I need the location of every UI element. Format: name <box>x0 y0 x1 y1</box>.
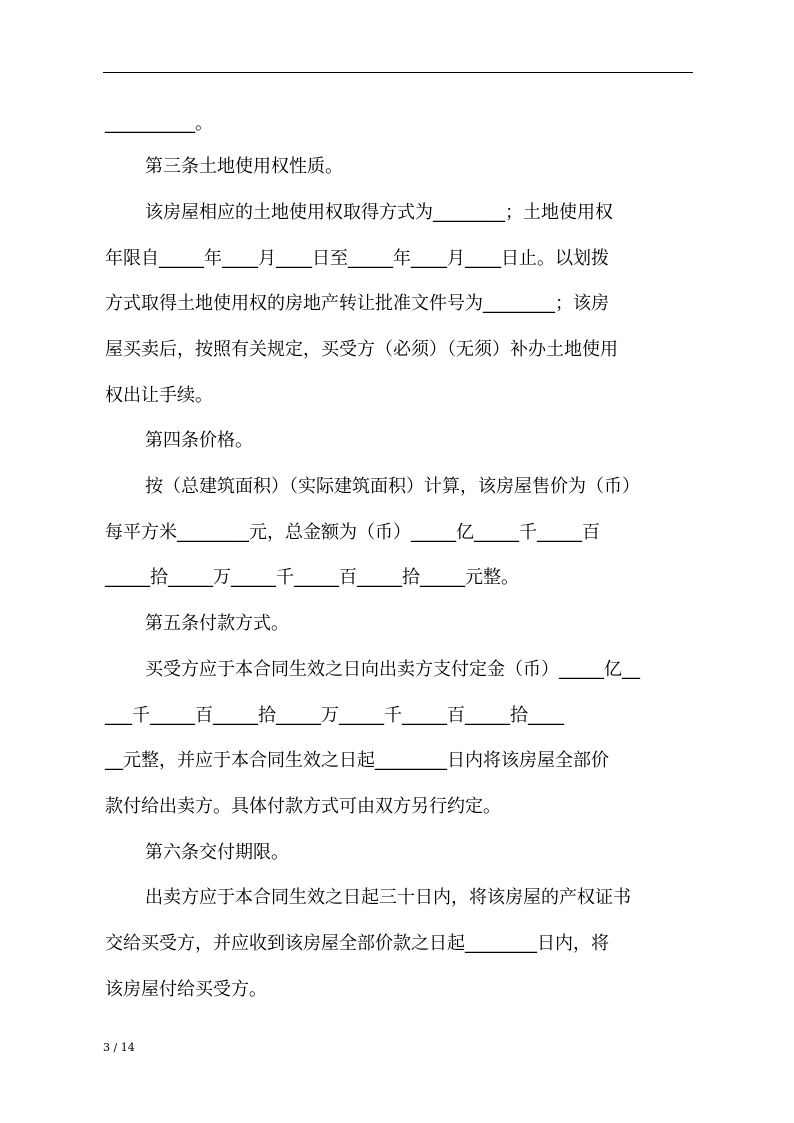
text-line: 该房屋付给买受方。 <box>105 979 267 1000</box>
text-line: ___千_____百_____拾_____万_____千_____百_____拾____ <box>105 705 564 726</box>
section-heading: 第四条价格。 <box>145 430 253 451</box>
header-rule <box>103 72 693 73</box>
text-line: 按（总建筑面积）（实际建筑面积）计算，该房屋售价为（币） <box>145 476 640 497</box>
page-number: 3 / 14 <box>103 1041 135 1054</box>
section-heading: 第六条交付期限。 <box>145 842 289 863</box>
section-heading: 第五条付款方式。 <box>145 613 289 634</box>
text-line: __元整，并应于本合同生效之日起________日内将该房屋全部价 <box>105 750 609 771</box>
text-line: 年限自_____年____月____日至_____年____月____日止。以划拨 <box>105 248 609 269</box>
text-line: 屋买卖后，按照有关规定，买受方（必须）（无须）补办土地使用 <box>105 339 618 360</box>
text-line: 权出让手续。 <box>105 385 213 406</box>
section-heading: 第三条土地使用权性质。 <box>145 156 343 177</box>
text-line: 该房屋相应的土地使用权取得方式为________；土地使用权 <box>145 202 613 223</box>
text-line: 每平方米________元，总金额为（币）_____亿_____千_____百 <box>105 522 600 543</box>
text-line: _____拾_____万_____千_____百_____拾_____元整。 <box>105 567 519 588</box>
text-line: 款付给出卖方。具体付款方式可由双方另行约定。 <box>105 796 501 817</box>
text-line: 买受方应于本合同生效之日向出卖方支付定金（币）_____亿__ <box>145 659 640 680</box>
text-line: 方式取得土地使用权的房地产转让批准文件号为________；该房 <box>105 293 609 314</box>
text-line: __________。 <box>105 113 213 134</box>
text-line: 交给买受方，并应收到该房屋全部价款之日起________日内，将 <box>105 933 609 954</box>
text-line: 出卖方应于本合同生效之日起三十日内，将该房屋的产权证书 <box>145 887 631 908</box>
